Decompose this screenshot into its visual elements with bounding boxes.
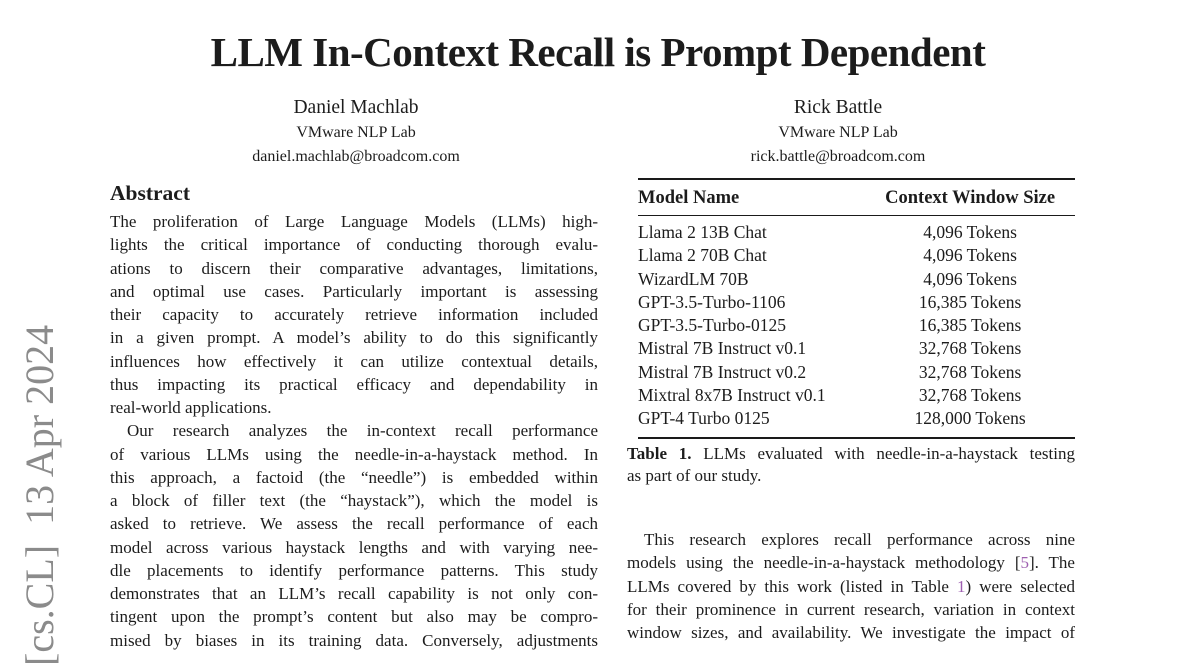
text-line — [110, 536, 598, 559]
text-line — [110, 582, 598, 605]
models-table-body — [638, 216, 1075, 438]
text-line — [627, 551, 1075, 574]
model-name-cell: Llama 2 70B Chat — [638, 245, 767, 266]
author-name: Daniel Machlab — [293, 97, 419, 118]
text-segment: asked to retrieve. We assess the recall performance of each — [110, 514, 598, 534]
table-header-context-window: Context Window Size — [865, 179, 1075, 216]
text-segment: their capacity to accurately retrieve information included — [110, 305, 598, 324]
author-email: rick.battle@broadcom.com — [750, 148, 926, 165]
text-segment: for their prominence in current research, variation in context — [627, 599, 1075, 619]
text-line — [110, 303, 598, 326]
context-window-cell: 4,096 Tokens — [923, 222, 1017, 242]
text-segment: a block of filler text (the “haystack”), which the model is — [110, 491, 598, 510]
model-name-cell: Mixtral 8x7B Instruct v0.1 — [638, 385, 826, 406]
model-name-cell: GPT-3.5-Turbo-0125 — [638, 315, 786, 336]
text-line — [110, 396, 598, 419]
text-segment: LLMs covered by this work (listed in Table — [627, 576, 957, 596]
context-window-cell: 16,385 Tokens — [918, 315, 1022, 336]
body-text — [627, 528, 1075, 644]
model-name-cell: WizardLM 70B — [638, 268, 749, 289]
text-segment: ) were selected — [965, 576, 1075, 596]
text-segment: lights the critical importance of conducting thorough evalu- — [110, 235, 598, 255]
author-affiliation: VMware NLP Lab — [778, 124, 898, 141]
text-line — [110, 326, 598, 349]
text-segment: ations to discern their comparative advantages, limitations, — [110, 258, 598, 278]
model-name-cell: Llama 2 13B Chat — [638, 222, 767, 242]
text-segment: as part of our study. — [627, 465, 762, 485]
text-line — [627, 575, 1075, 598]
text-segment: mised by biases in its training data. Conversely, adjustments — [110, 630, 598, 650]
text-segment: tingent upon the prompt’s content but also may be compro- — [110, 607, 598, 627]
text-line — [110, 605, 598, 628]
text-line — [110, 512, 598, 535]
table-row — [638, 361, 1075, 384]
text-line — [110, 443, 598, 466]
text-segment: and optimal use cases. Particularly important is assessing — [110, 281, 598, 301]
author-name: Rick Battle — [793, 97, 883, 118]
text-line — [627, 621, 1075, 644]
author-affiliation: VMware NLP Lab — [296, 124, 416, 141]
paper-title: LLM In-Context Recall is Prompt Dependent — [210, 29, 986, 75]
text-line — [110, 466, 598, 489]
table-row — [638, 384, 1075, 407]
text-line — [110, 373, 598, 396]
table-row — [638, 216, 1075, 245]
text-segment: model across various haystack lengths and with varying nee- — [110, 537, 598, 557]
text-segment: window sizes, and availability. We investigate the impact of — [627, 623, 1075, 642]
table-row — [638, 244, 1075, 267]
text-segment: Our research analyzes the in-context recall performance — [127, 421, 598, 441]
model-name-cell: GPT-3.5-Turbo-1106 — [638, 291, 786, 312]
arxiv-watermark: [cs.CL] 13 Apr 2024 — [17, 324, 62, 666]
text-line — [627, 598, 1075, 621]
text-segment: LLMs evaluated with needle-in-a-haystack testing — [691, 444, 1075, 463]
text-segment: of various LLMs using the needle-in-a-haystack method. In — [110, 444, 598, 464]
text-line — [110, 629, 598, 652]
context-window-cell: 4,096 Tokens — [923, 268, 1017, 289]
table-header-model-name: Model Name — [638, 179, 865, 216]
caption-label: Table 1. — [627, 444, 692, 463]
text-segment: dle placements to identify performance patterns. This study — [110, 560, 598, 580]
text-line — [110, 419, 598, 442]
table-row — [638, 337, 1075, 360]
context-window-cell: 4,096 Tokens — [923, 245, 1017, 266]
table-row — [638, 407, 1075, 437]
author-block-2 — [628, 95, 1048, 169]
table-row — [638, 314, 1075, 337]
table-row — [638, 291, 1075, 314]
text-line — [627, 528, 1075, 551]
models-table-wrap — [638, 178, 1075, 439]
text-line — [110, 559, 598, 582]
text-segment: real-world applications. — [110, 398, 272, 417]
model-name-cell: Mistral 7B Instruct v0.1 — [638, 338, 807, 359]
text-line — [110, 489, 598, 512]
text-segment: in a given prompt. A model’s ability to do this significantly — [110, 328, 598, 348]
text-line — [627, 443, 1075, 465]
context-window-cell: 32,768 Tokens — [918, 361, 1022, 382]
text-segment: thus impacting its practical efficacy and dependability in — [110, 374, 598, 394]
abstract-text — [110, 210, 598, 652]
citation-link[interactable]: 1 — [957, 576, 966, 596]
citation-link[interactable]: 5 — [1020, 553, 1029, 573]
context-window-cell: 32,768 Tokens — [918, 385, 1022, 406]
context-window-cell: 32,768 Tokens — [918, 338, 1022, 359]
models-table — [638, 178, 1075, 439]
text-line — [110, 210, 598, 233]
text-line — [627, 465, 1075, 487]
text-line — [110, 350, 598, 373]
table-row — [638, 268, 1075, 291]
text-segment: The proliferation of Large Language Models (LLMs) high- — [110, 212, 598, 231]
context-window-cell: 16,385 Tokens — [918, 291, 1022, 312]
text-segment: models using the needle-in-a-haystack methodology [ — [627, 553, 1021, 573]
author-email: daniel.machlab@broadcom.com — [252, 148, 460, 165]
text-line — [110, 280, 598, 303]
text-segment: This research explores recall performance across nine — [644, 530, 1075, 549]
text-segment: demonstrates that an LLM’s recall capability is not only con- — [110, 584, 598, 603]
model-name-cell: Mistral 7B Instruct v0.2 — [638, 361, 807, 382]
context-window-cell: 128,000 Tokens — [914, 408, 1026, 429]
text-line — [110, 257, 598, 280]
text-segment: influences how effectively it can utilize contextual details, — [110, 351, 598, 371]
model-name-cell: GPT-4 Turbo 0125 — [638, 408, 770, 429]
text-segment: ]. The — [1028, 553, 1075, 573]
table-caption — [627, 443, 1075, 486]
abstract-heading: Abstract — [110, 181, 191, 205]
text-line — [110, 233, 598, 256]
text-segment: this approach, a factoid (the “needle”) is embedded within — [110, 467, 598, 487]
table-header-row — [638, 179, 1075, 216]
author-block-1 — [146, 95, 566, 169]
